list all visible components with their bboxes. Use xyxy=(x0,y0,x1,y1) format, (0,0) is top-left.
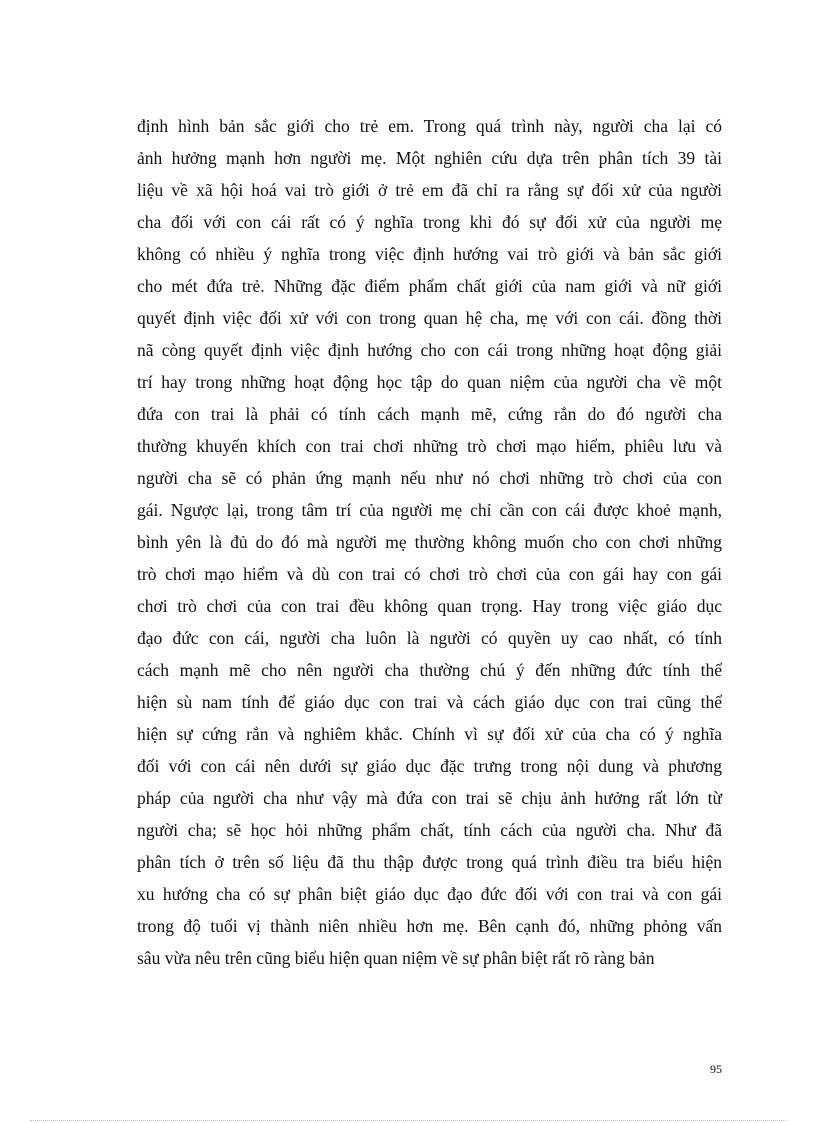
text-line: phân tích ở trên số liệu đã thu thập được trong quá trình điều tra biểu hiện xyxy=(137,852,722,872)
text-line: trò chơi mạo hiểm và dù con trai có chơi trò chơi của con gái hay con gái xyxy=(137,564,722,584)
text-line: pháp của người cha như vậy mà đứa con trai sẽ chịu ảnh hưởng rất lớn từ xyxy=(137,788,722,808)
text-line: xu hướng cha có sự phân biệt giáo dục đạo đức đối với con trai và con gái xyxy=(137,884,722,904)
text-line: sâu vừa nêu trên cũng biểu hiện quan niệm về sự phân biệt rất rõ ràng bản xyxy=(137,948,655,968)
text-line: đạo đức con cái, người cha luôn là người có quyền uy cao nhất, có tính xyxy=(137,628,722,648)
text-line: người cha; sẽ học hỏi những phẩm chất, tính cách của người cha. Như đã xyxy=(137,820,722,840)
text-line: quyết định việc đối xử với con trong quan hệ cha, mẹ với con cái. đồng thời xyxy=(137,308,722,328)
text-line: gái. Ngược lại, trong tâm trí của người mẹ chỉ cần con cái được khoẻ mạnh, xyxy=(137,500,722,520)
text-line: cha đối với con cái rất có ý nghĩa trong khi đó sự đối xử của người mẹ xyxy=(137,212,722,232)
text-line: cho mét đứa trẻ. Những đặc điểm phẩm chất giới của nam giới và nữ giới xyxy=(137,276,722,296)
text-line: đứa con trai là phải có tính cách mạnh mẽ, cứng rắn do đó người cha xyxy=(137,404,722,424)
text-line: thường khuyến khích con trai chơi những trò chơi mạo hiểm, phiêu lưu và xyxy=(137,436,722,456)
body-paragraph xyxy=(137,110,722,974)
text-line: chơi trò chơi của con trai đều không quan trọng. Hay trong việc giáo dục xyxy=(137,596,722,616)
text-line: ảnh hưởng mạnh hơn người mẹ. Một nghiên cứu dựa trên phân tích 39 tài xyxy=(137,148,722,168)
text-line: nã còng quyết định việc định hướng cho con cái trong những hoạt động giải xyxy=(137,340,722,360)
text-line: đối với con cái nên dưới sự giáo dục đặc trưng trong nội dung và phương xyxy=(137,756,722,776)
page-number: 95 xyxy=(710,1062,722,1076)
text-line: định hình bản sắc giới cho trẻ em. Trong quá trình này, người cha lại có xyxy=(137,116,722,136)
text-line: trong độ tuổi vị thành niên nhiều hơn mẹ. Bên cạnh đó, những phỏng vấn xyxy=(137,916,722,936)
text-line: bình yên là đủ do đó mà người mẹ thường không muốn cho con chơi những xyxy=(137,532,722,552)
text-line: liệu về xã hội hoá vai trò giới ở trẻ em đã chỉ ra rằng sự đối xử của người xyxy=(137,180,722,200)
text-line: không có nhiều ý nghĩa trong việc định hướng vai trò giới và bản sắc giới xyxy=(137,244,722,264)
text-line: cách mạnh mẽ cho nên người cha thường chú ý đến những đức tính thể xyxy=(137,660,722,680)
text-line: người cha sẽ có phản ứng mạnh nếu như nó chơi những trò chơi của con xyxy=(137,468,722,488)
page-bottom-divider xyxy=(30,1120,786,1121)
text-line: trí hay trong những hoạt động học tập do quan niệm của người cha về một xyxy=(137,372,722,392)
text-line: hiện sù nam tính để giáo dục con trai và cách giáo dục con trai cũng thể xyxy=(137,692,722,712)
text-line: hiện sự cứng rắn và nghiêm khắc. Chính vì sự đối xử của cha có ý nghĩa xyxy=(137,724,722,744)
